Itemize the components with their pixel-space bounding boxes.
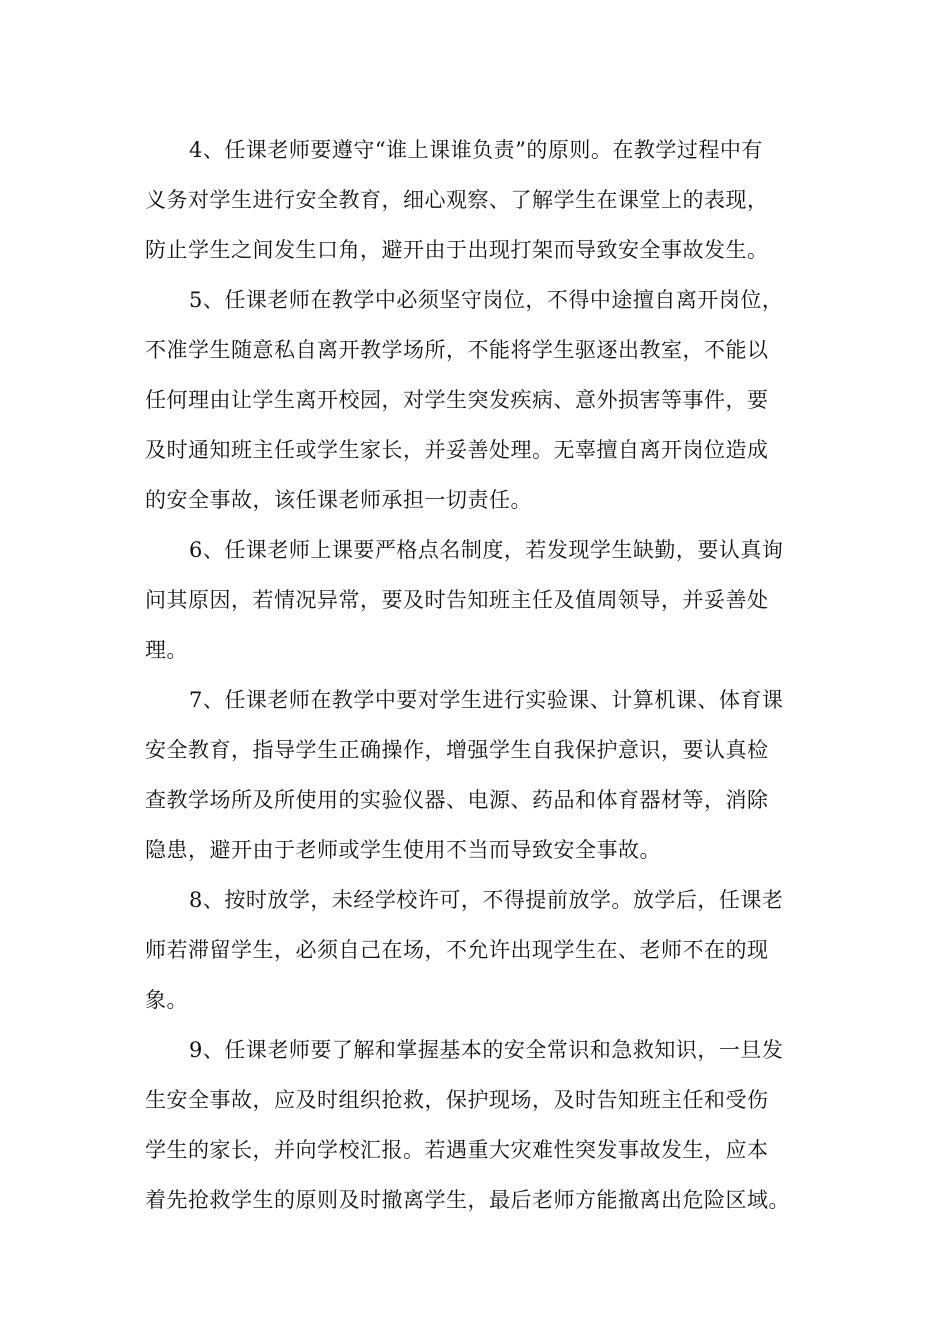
- paragraph-line: 6、任课老师上课要严格点名制度，若发现学生缺勤，要认真询: [189, 538, 784, 562]
- paragraph-line: 防止学生之间发生口角，避开由于出现打架而导致安全事故发生。: [145, 238, 769, 262]
- paragraph-line: 着先抢救学生的原则及时撤离学生，最后老师方能撤离出危险区域。: [145, 1188, 790, 1212]
- paragraph-line: 任何理由让学生离开校园，对学生突发疾病、意外损害等事件，要: [145, 388, 769, 412]
- paragraph-item-5: [145, 275, 825, 525]
- paragraph-line: 查教学场所及所使用的实验仪器、电源、药品和体育器材等，消除: [145, 788, 769, 812]
- paragraph-line: 4、任课老师要遵守“谁上课谁负责”的原则。在教学过程中有: [189, 138, 763, 162]
- paragraph-item-4: [145, 125, 825, 275]
- document-body: [145, 125, 825, 1225]
- paragraph-line: 义务对学生进行安全教育，细心观察、了解学生在课堂上的表现，: [145, 188, 769, 212]
- paragraph-line: 不准学生随意私自离开教学场所，不能将学生驱逐出教室，不能以: [145, 338, 769, 362]
- paragraph-item-8: [145, 875, 825, 1025]
- paragraph-line: 5、任课老师在教学中必须坚守岗位，不得中途擅自离开岗位，: [189, 288, 784, 312]
- paragraph-line: 7、任课老师在教学中要对学生进行实验课、计算机课、体育课: [189, 688, 784, 712]
- paragraph-line: 生安全事故，应及时组织抢救，保护现场，及时告知班主任和受伤: [145, 1088, 769, 1112]
- paragraph-line: 象。: [145, 988, 188, 1012]
- paragraph-line: 理。: [145, 638, 188, 662]
- paragraph-line: 8、按时放学，未经学校许可，不得提前放学。放学后，任课老: [189, 888, 784, 912]
- paragraph-line: 学生的家长，并向学校汇报。若遇重大灾难性突发事故发生，应本: [145, 1138, 769, 1162]
- paragraph-line: 问其原因，若情况异常，要及时告知班主任及值周领导，并妥善处: [145, 588, 769, 612]
- paragraph-line: 9、任课老师要了解和掌握基本的安全常识和急救知识，一旦发: [189, 1038, 784, 1062]
- paragraph-item-7: [145, 675, 825, 875]
- paragraph-item-9: [145, 1025, 825, 1225]
- paragraph-line: 安全教育，指导学生正确操作，增强学生自我保护意识，要认真检: [145, 738, 769, 762]
- paragraph-line: 及时通知班主任或学生家长，并妥善处理。无辜擅自离开岗位造成: [145, 438, 769, 462]
- paragraph-line: 隐患，避开由于老师或学生使用不当而导致安全事故。: [145, 838, 661, 862]
- paragraph-line: 师若滞留学生，必须自己在场，不允许出现学生在、老师不在的现: [145, 938, 769, 962]
- paragraph-line: 的安全事故，该任课老师承担一切责任。: [145, 488, 532, 512]
- paragraph-item-6: [145, 525, 825, 675]
